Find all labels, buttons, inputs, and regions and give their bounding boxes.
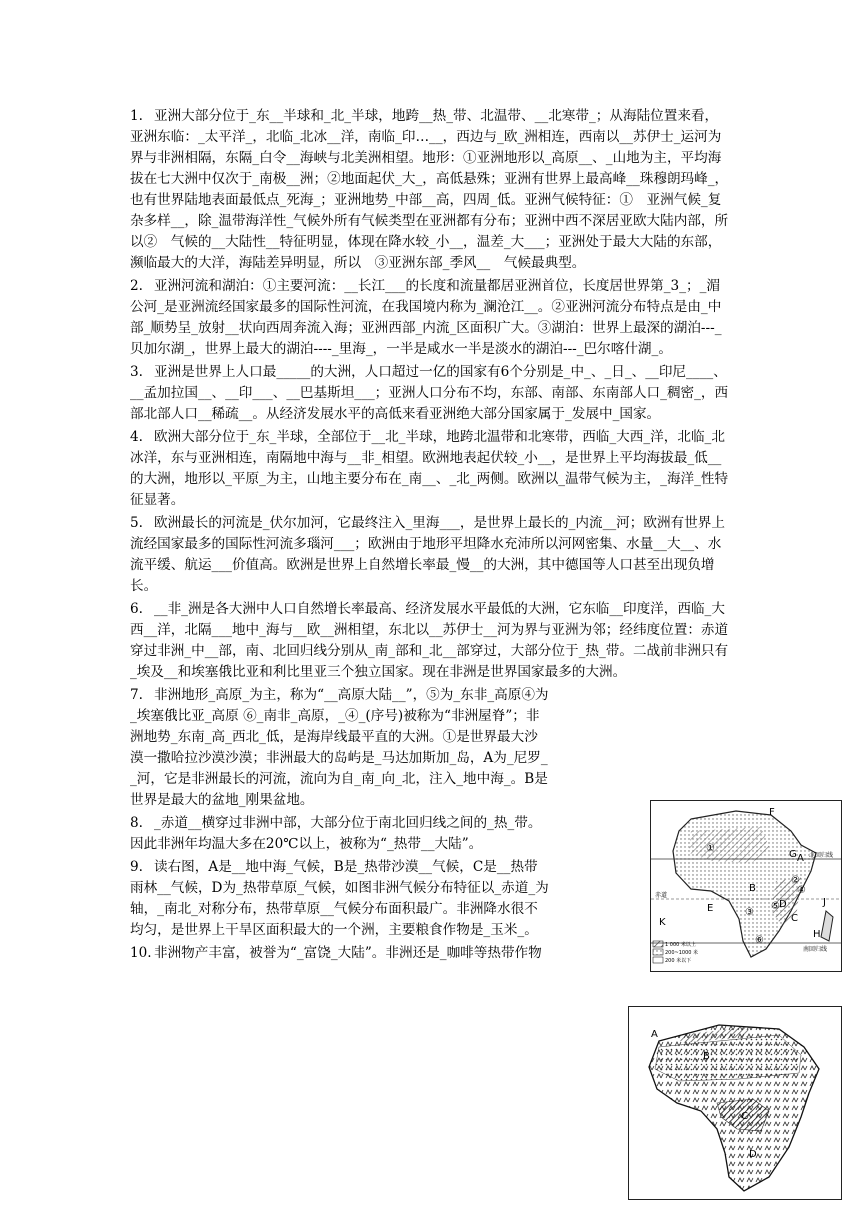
map-label-g: G [789,849,797,860]
paragraph-1: 1. 亚洲大部分位于_东__半球和_北_半球，地跨__热_带、北温带、__北寒带_；从海陆位置来看，亚洲东临：_太平洋_，北临_北冰__洋，南临_印…__，西边与_欧_洲相连，西南以__苏伊士_运河为界与非洲相隔，东隔_白令__海峡与北美洲相望。地形：①亚洲地形以_高原__、_山地为主，平均海拔在七大洲中仅次于_南极__洲；②地面起伏_大_，高低悬殊；亚洲有世界上最高峰__珠穆朗玛峰_，也有世界陆地表面最低点_死海_；亚洲地势_中部__高，四周_低。亚洲气候特征：① 亚洲气候_复杂多样__，除_温带海洋性_气候外所有气候类型在亚洲都有分布；亚洲中西不深居亚欧大陆内部，所以② 气候的__大陆性__特征明显，体现在降水较_小__，温差_大___；亚洲处于最大大陆的东部，濒临最大的大洋，海陆差异明显，所以 ③亚洲东部_季风__ 气候最典型。 [130,108,729,271]
paragraph-6: 6. __非_洲是各大洲中人口自然增长率最高、经济发展水平最低的大洲，它东临__印度洋，西临_大西__洋，北隔___地中_海与__欧__洲相望，东北以__苏伊士__河为界与亚洲为邻；经纬度位置：赤道穿过非洲_中__部，南、北回归线分别从_南_部和_北__部穿过，大部分位于_热_带。二战前非洲只有_埃及__和埃塞俄比亚和利比里亚三个独立国家。现在非洲是世界国家最多的大洲。 [130,601,729,680]
legend-swatch-low [653,957,663,963]
climate-label-c: C [741,1111,748,1122]
madagascar-island [821,911,833,941]
paragraph-7: 7. 非洲地形_高原_为主，称为“__高原大陆__”，⑤为_东非_高原④为_埃塞俄比亚_高原 ⑥_南非_高原，_④_(序号)被称为“非洲屋脊”；非洲地势_东南_高_西北_低，是海岸线最平直的大洲。①是世界最大沙漠一撒哈拉沙漠沙漠；非洲最大的岛屿是_马达加斯加_岛，A为_尼罗__河，它是非洲最长的河流，流向为自_南_向_北，注入_地中海_。B是世界是最大的盆地_刚果盆地。 [130,687,549,808]
document-body [130,106,730,966]
map-label-c: C [791,913,798,924]
africa-climate-svg [629,1007,841,1199]
map-label-a: A [797,853,804,864]
paragraph-9: 9. 读右图，A是__地中海_气候，B是_热带沙漠__气候，C是__热带雨林__气候，D为_热带草原_气候，如图非洲气候分布特征以_赤道_为轴，_南北_对称分布，热带草原__气候分布面积最广。非洲降水很不均匀，是世界上干旱区面积最大的一个洲，主要粮食作物是_玉米_。 [130,859,549,938]
legend-swatch-high [653,941,663,947]
landform-legend [653,941,698,964]
tropic-of-cancer-label: 北回归线 [809,852,834,859]
map-label-k: K [659,917,666,928]
climate-label-d: D [749,1149,757,1160]
tropic-of-capricorn-label: 南回归线 [803,946,828,953]
map-label-h: H [813,929,821,940]
legend-swatch-mid [653,949,663,955]
paragraph-10: 10. 非洲物产丰富，被誉为“_富饶_大陆”。非洲还是_咖啡等热带作物 [130,945,542,961]
map-label-5: ⑤ [771,901,780,912]
africa-landform-map [650,800,842,972]
map-label-b: B [749,883,756,894]
legend-high: 1 000 米以上 [665,942,696,948]
map-label-f: F [769,807,775,818]
climate-label-b: B [703,1051,710,1062]
map-label-e: E [707,903,714,914]
legend-mid: 200~1000 米 [665,950,699,956]
map-label-j: J [823,897,826,908]
map-label-1: ① [706,843,715,854]
africa-climate-map [628,1006,842,1200]
paragraph-3: 3. 亚洲是世界上人口最_____的大洲，人口超过一亿的国家有6个分别是_中_、_日_、__印尼____、__孟加拉国__、__印___、__巴基斯坦___；亚洲人口分布不均，东部、南部、东南部人口_稠密_，西部北部人口__稀疏__。从经济发展水平的高低来看亚洲绝大部分国家属于_发展中_国家。 [130,364,729,422]
map-label-d: D [779,899,787,910]
africa-landform-svg [651,801,841,971]
map-label-6: ⑥ [755,935,764,946]
climate-label-a: A [651,1029,658,1040]
paragraph-4: 4. 欧洲大部分位于_东_半球，全部位于__北_半球，地跨北温带和北寒带，西临_大西_洋，北临_北冰洋，东与亚洲相连，南隔地中海与__非_相望。欧洲地表起伏较_小__，是世界上平均海拔最_低__的大洲，地形以_平原_为主，山地主要分布在_南__、_北_两侧。欧洲以_温带气候为主，_海洋_性特征显著。 [130,429,729,508]
map-label-4: ④ [797,885,806,896]
legend-low: 200 米以下 [665,958,692,964]
paragraph-5: 5. 欧洲最长的河流是_伏尔加河，它最终注入_里海___，是世界上最长的_内流__河；欧洲有世界上流经国家最多的国际性河流多瑙河___；欧洲由于地形平坦降水充沛所以河网密集、水量__大__、水流平缓、航运___价值高。欧洲是世界上自然增长率最_慢__的大洲，其中德国等人口甚至出现负增长。 [130,515,725,594]
map-label-2: ② [791,875,800,886]
map-label-3: ③ [745,907,754,918]
paragraph-8: 8. _赤道__横穿过非洲中部，大部分位于南北回归线之间的_热_带。因此非洲年均温大多在20℃以上，被称为“_热带__大陆”。 [130,815,542,852]
equator-label: 赤道 [655,892,668,899]
paragraph-2: 2. 亚洲河流和湖泊：①主要河流：__长江___的长度和流量都居亚洲首位，长度居世界第_3_；_湄公河_是亚洲流经国家最多的国际性河流，在我国境内称为_澜沧江__。②亚洲河流分布特点是由_中部_顺势呈_放射__状向西周奔流入海；亚洲西部_内流_区面积广大。③湖泊：世界上最深的湖泊---_贝加尔湖_，世界上最大的湖泊----_里海_，一半是咸水一半是淡水的湖泊---_巴尔喀什湖_。 [130,278,722,357]
